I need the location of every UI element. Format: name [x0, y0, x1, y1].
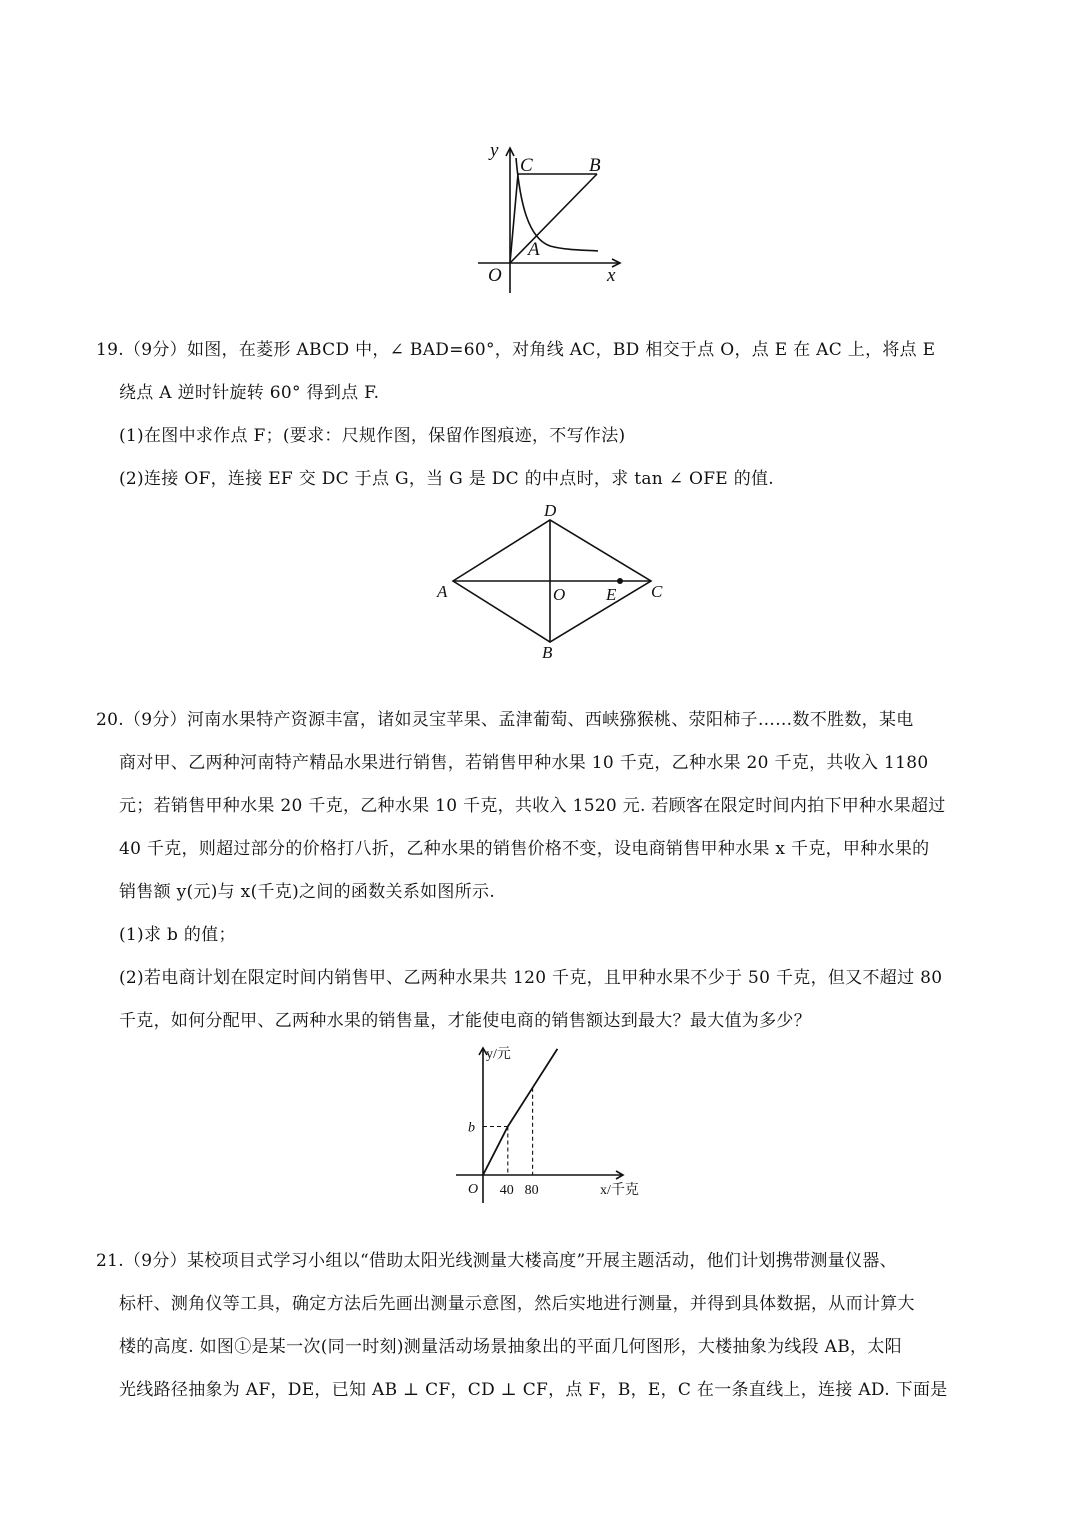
q19-line-3: (1)在图中求作点 F；(要求：尺规作图，保留作图痕迹，不写作法) [119, 426, 626, 446]
tick-label-40: 40 [499, 1183, 514, 1198]
label-A: A [437, 582, 448, 601]
chart-b-label: b [468, 1120, 475, 1136]
sales-line [483, 1049, 557, 1175]
label-B: B [542, 643, 553, 662]
q20-line-6: (1)求 b 的值； [119, 925, 236, 945]
sales-chart [448, 1038, 658, 1208]
q21-line-3: 楼的高度. 如图①是某一次(同一时刻)测量活动场景抽象出的平面几何图形，大楼抽象为线段 AB，太阳 [119, 1337, 902, 1357]
label-C: C [520, 155, 533, 176]
q20-line-8: 千克，如何分配甲、乙两种水果的销售量，才能使电商的销售额达到最大？最大值为多少？ [119, 1011, 811, 1031]
label-C: C [651, 582, 663, 601]
q21-line-1: 21.（9分）某校项目式学习小组以“借助太阳光线测量大楼高度”开展主题活动，他们计划携带测量仪器、 [96, 1251, 897, 1271]
label-x: x [607, 265, 616, 286]
q21-line-4: 光线路径抽象为 AF，DE，已知 AB ⊥ CF，CD ⊥ CF，点 F，B，E，C 在一条直线上，连接 AD. 下面是 [119, 1380, 948, 1400]
label-B: B [589, 155, 601, 176]
q19-line-4: (2)连接 OF，连接 EF 交 DC 于点 G，当 G 是 DC 的中点时，求 tan ∠ OFE 的值. [119, 469, 775, 489]
q19-line-2: 绕点 A 逆时针旋转 60° 得到点 F. [119, 383, 380, 403]
label-O: O [553, 585, 566, 604]
q20-line-7: (2)若电商计划在限定时间内销售甲、乙两种水果共 120 千克，且甲种水果不少于 50 千克，但又不超过 80 [119, 968, 943, 988]
figure-rhombus [420, 502, 670, 667]
q20-line-3: 元；若销售甲种水果 20 千克，乙种水果 10 千克，共收入 1520 元. 若顾客在限定时间内拍下甲种水果超过 [119, 796, 946, 816]
chart-ylabel: y/元 [486, 1047, 511, 1062]
label-D: D [544, 502, 557, 520]
q21-line-2: 标杆、测角仪等工具，确定方法后先画出测量示意图，然后实地进行测量，并得到具体数据，从而计算大 [119, 1294, 915, 1314]
q19-line-1: 19.（9分）如图，在菱形 ABCD 中，∠ BAD=60°，对角线 AC，BD 相交于点 O，点 E 在 AC 上，将点 E [96, 340, 936, 360]
tick-label-80: 80 [524, 1183, 539, 1198]
label-A: A [528, 239, 540, 260]
figure-hyperbola [470, 128, 630, 296]
chart-xlabel: x/千克 [600, 1183, 639, 1198]
label-O: O [488, 265, 502, 286]
q20-line-5: 销售额 y(元)与 x(千克)之间的函数关系如图所示. [119, 882, 496, 902]
q20-line-4: 40 千克，则超过部分的价格打八折，乙种水果的销售价格不变，设电商销售甲种水果 x 千克，甲种水果的 [119, 839, 930, 859]
segment-OC [510, 174, 518, 263]
q20-line-2: 商对甲、乙两种河南特产精品水果进行销售，若销售甲种水果 10 千克，乙种水果 20 千克，共收入 1180 [119, 753, 929, 773]
q20-line-1: 20.（9分）河南水果特产资源丰富，诸如灵宝苹果、孟津葡萄、西峡猕猴桃、荥阳柿子……数不胜数，某电 [96, 710, 914, 730]
label-y: y [490, 140, 499, 161]
chart-origin-label: O [468, 1182, 479, 1197]
label-E: E [606, 585, 617, 604]
point-E [617, 578, 623, 584]
